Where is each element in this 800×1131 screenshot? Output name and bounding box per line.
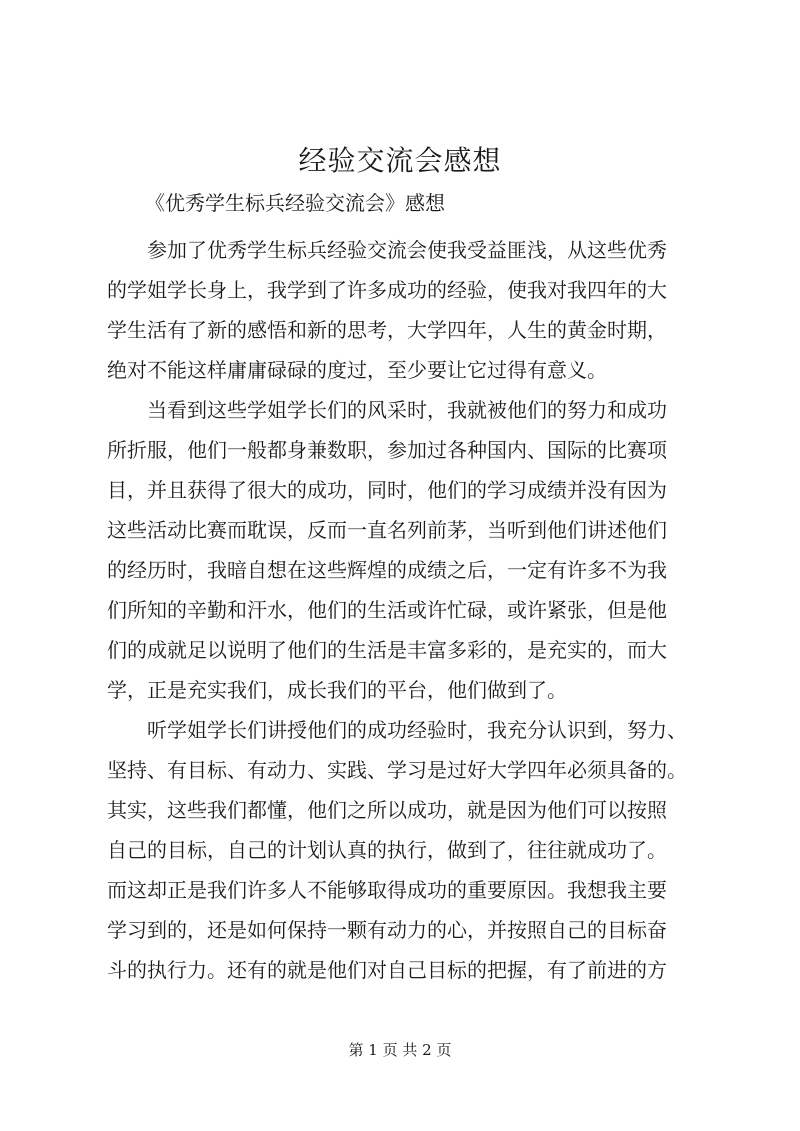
paragraph-2-line-8: 学，正是充实我们，成长我们的平台，他们做到了。 <box>107 678 567 702</box>
paragraph-2-line-7: 们的成就足以说明了他们的生活是丰富多彩的，是充实的，而大 <box>107 638 667 662</box>
paragraph-2-line-1: 当看到这些学姐学长们的风采时，我就被他们的努力和成功 <box>147 398 667 422</box>
document-subtitle: 《优秀学生标兵经验交流会》感想 <box>145 191 445 215</box>
paragraph-3-line-6: 学习到的，还是如何保持一颗有动力的心，并按照自己的目标奋 <box>107 918 667 942</box>
paragraph-3-line-2: 坚持、有目标、有动力、实践、学习是过好大学四年必须具备的。 <box>107 758 687 782</box>
paragraph-2-line-3: 目，并且获得了很大的成功，同时，他们的学习成绩并没有因为 <box>107 478 667 502</box>
paragraph-2-line-2: 所折服，他们一般都身兼数职，参加过各种国内、国际的比赛项 <box>107 438 667 462</box>
paragraph-1-line-4: 绝对不能这样庸庸碌碌的度过，至少要让它过得有意义。 <box>107 358 607 382</box>
paragraph-2-line-4: 这些活动比赛而耽误，反而一直名列前茅，当听到他们讲述他们 <box>107 518 667 542</box>
paragraph-2-line-6: 们所知的辛勤和汗水，他们的生活或许忙碌，或许紧张，但是他 <box>107 598 667 622</box>
paragraph-2-line-5: 的经历时，我暗自想在这些辉煌的成绩之后，一定有许多不为我 <box>107 558 667 582</box>
paragraph-1-line-1: 参加了优秀学生标兵经验交流会使我受益匪浅，从这些优秀 <box>147 238 667 262</box>
page-number-footer: 第 1 页 共 2 页 <box>348 1041 452 1059</box>
paragraph-3-line-4: 自己的目标，自己的计划认真的执行，做到了，往往就成功了。 <box>107 838 667 862</box>
paragraph-3-line-7: 斗的执行力。还有的就是他们对自己目标的把握，有了前进的方 <box>107 958 667 982</box>
paragraph-3-line-1: 听学姐学长们讲授他们的成功经验时，我充分认识到，努力、 <box>147 718 687 742</box>
paragraph-1-line-2: 的学姐学长身上，我学到了许多成功的经验，使我对我四年的大 <box>107 278 667 302</box>
paragraph-1-line-3: 学生活有了新的感悟和新的思考，大学四年，人生的黄金时期， <box>107 318 667 342</box>
page-title: 经验交流会感想 <box>298 144 502 177</box>
paragraph-3-line-3: 其实，这些我们都懂，他们之所以成功，就是因为他们可以按照 <box>107 798 667 822</box>
document-body <box>107 230 699 990</box>
paragraph-3-line-5: 而这却正是我们许多人不能够取得成功的重要原因。我想我主要 <box>107 878 667 902</box>
